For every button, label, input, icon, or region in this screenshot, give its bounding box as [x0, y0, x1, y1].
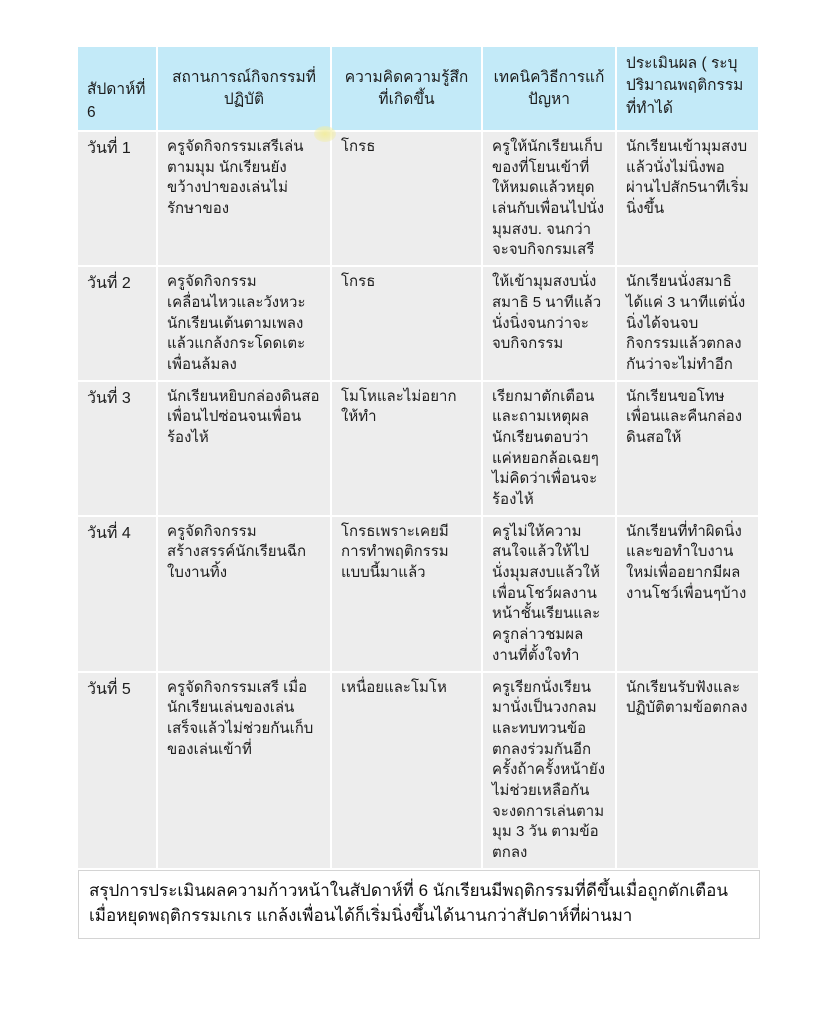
day-cell: วันที่ 3: [78, 382, 156, 515]
day-cell: วันที่ 1: [78, 132, 156, 265]
summary-row: สรุปการประเมินผลความก้าวหน้าในสัปดาห์ที่ 6 นักเรียนมีพฤติกรรมที่ดีขึ้นเมื่อถูกตักเตือนเมื่อหยุด​พฤติกรรมเกเร แกล้งเพื่อนได้ก็เริ่มนิ่งขึ้นได้นานกว่าสัปดาห์ที่ผ่านมา: [78, 870, 760, 939]
technique-cell: ครูไม่ให้ความสนใจ​แล้วให้ไปนั่งมุมสงบ​แล้วให้เพื่อนโชว์ผล​งานหน้าชั้นเรียนและ​ครูกล่าวชมผลงานที่​ตั้งใจทำ: [483, 517, 615, 671]
table-row-day1: [78, 132, 760, 265]
table-row-day5: [78, 673, 760, 868]
feeling-cell: โมโหและไม่อยากให้ทำ: [332, 382, 481, 515]
feeling-cell: เหนื่อยและโมโห: [332, 673, 481, 868]
technique-cell: เรียกมาตักเตือนและ​ถามเหตุผล นักเรียน​ตอบว่าแค่หยอกล้อ​เฉยๆ ไม่คิดว่าเพื่อน​จะร้องไห้: [483, 382, 615, 515]
evaluation-cell: นักเรียนรับฟังและ​ปฏิบัติตามข้อตกลง: [617, 673, 758, 868]
header-cell-evaluation: ประเมินผล ( ระบุ​ปริมาณพฤติกรรมที่​ทำได้: [617, 47, 758, 130]
table-header-row: [78, 47, 760, 130]
header-cell-feelings: ความคิดความรู้สึก​ที่เกิดขึ้น: [332, 47, 481, 130]
table-row-day3: [78, 382, 760, 515]
technique-cell: ครูเรียกนั่งเรียนมานั่ง​เป็นวงกลมและ​ทบทวนข้อตกลงร่วม​กันอีกครั้งถ้าครั้งหน้า​ยังไม่ช่วยเหลือกันจะ​งดการเล่นตามมุม 3 วัน ตามข้อตกลง: [483, 673, 615, 868]
feeling-cell: โกรธ: [332, 132, 481, 265]
feeling-cell: โกรธ: [332, 267, 481, 379]
evaluation-cell: นักเรียนขอโทษเพื่อน​และคืนกล่องดินสอให้: [617, 382, 758, 515]
situation-cell: นักเรียนหยิบกล่องดินสอ​เพื่อนไปซ่อนจนเพื่อน​ร้องไห้: [158, 382, 330, 515]
evaluation-cell: นักเรียนเข้ามุมสงบ​แล้วนั่งไม่นิ่งพอผ่าน​ไปสัก5นาทีเริ่มนิ่งขึ้น: [617, 132, 758, 265]
day-cell: วันที่ 4: [78, 517, 156, 671]
situation-cell: ครูจัดกิจกรรมเสรี เมื่อ​นักเรียนเล่นของเล่นเสร็จ​แล้วไม่ช่วยกันเก็บของเล่น​เข้าที่: [158, 673, 330, 868]
table-row-day4: [78, 517, 760, 671]
day-cell: วันที่ 2: [78, 267, 156, 379]
behavior-observation-table: [78, 47, 760, 939]
technique-cell: ครูให้นักเรียนเก็บของ​ที่โยนเข้าที่ให้หมด​แล้วหยุดเล่นกับเพื่อน​ไปนั่งมุมสงบ. จนกว่า​จะจบกิจกรมเสรี: [483, 132, 615, 265]
technique-cell: ให้เข้ามุมสงบนั่ง​สมาธิ 5 นาทีแล้วนั่ง​นิ่งจนกว่าจะจบ​กิจกรรม: [483, 267, 615, 379]
situation-cell: ครูจัดกิจกรรมสร้างสรรค์​นักเรียนฉีกใบงานทิ้ง: [158, 517, 330, 671]
situation-cell: ครูจัดกิจกรรมเคลื่อนไหว​และวังหวะ นักเรียนเต้น​ตามเพลงแล้วแกล้ง​กระโดดเตะเพื่อนล้มลง: [158, 267, 330, 379]
evaluation-cell: นักเรียนที่ทำผิดนิ่ง​และขอทำใบงานใหม่​เพื่ออยากมีผลงาน​โชว์เพื่อนๆบ้าง: [617, 517, 758, 671]
situation-cell: ครูจัดกิจกรรมเสรีเล่นตาม​มุม นักเรียนยังขว้างปาของ​เล่นไม่รักษาของ: [158, 132, 330, 265]
evaluation-cell: นักเรียนนั่งสมาธิได้​แค่ 3 นาทีแต่นั่งนิ่งได้​จนจบกิจกรรมแล้ว​ตกลงกันว่าจะไม่ทำ​อีก: [617, 267, 758, 379]
day-cell: วันที่ 5: [78, 673, 156, 868]
feeling-cell: โกรธเพราะเคยมีการทำ​พฤติกรรมแบบนี้มาแล้ว: [332, 517, 481, 671]
table-row-day2: [78, 267, 760, 379]
header-cell-situation: สถานการณ์​กิจกรรมที่ปฏิบัติ: [158, 47, 330, 130]
header-cell-technique: เทคนิควิธีการ​แก้ปัญหา: [483, 47, 615, 130]
header-cell-week: สัปดาห์​ที่ 6: [78, 47, 156, 130]
